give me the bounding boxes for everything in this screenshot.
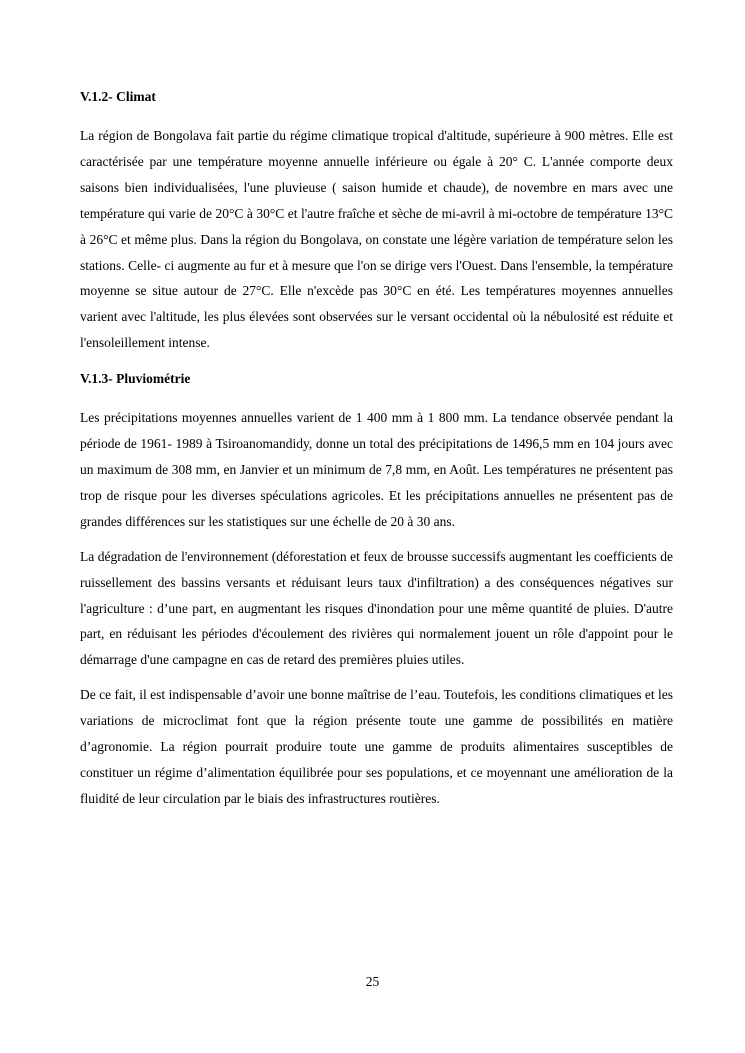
paragraph-precipitations: Les précipitations moyennes annuelles varient de 1 400 mm à 1 800 mm. La tendance observée pendant la période de 1961- 1989 à Tsiroanomandidy, donne un total des précipitations de 1496,5 mm en 104 jours avec un maximum de 308 mm, en Janvier et un minimum de 7,8 mm, en Août. Les températures ne présentent pas trop de risque pour les diverses spéculations agricoles. Et les précipitations annuelles ne présentent pas de grandes différences sur les statistiques sur une échelle de 20 à 30 ans.	[80, 410, 673, 529]
paragraph-maitrise-eau: De ce fait, il est indispensable d’avoir une bonne maîtrise de l’eau. Toutefois, les conditions climatiques et les variations de microclimat font que la région présente toute une gamme de possibilités en matière d’agronomie. La région pourrait produire toute une gamme de produits alimentaires susceptibles de constituer un régime d’alimentation équilibrée pour ses populations, et ce moyennant une amélioration de la fluidité de leur circulation par le biais des infrastructures routières.	[80, 687, 673, 806]
page-number: 25	[365, 974, 380, 989]
section-heading-pluviometrie: V.1.3- Pluviométrie	[80, 371, 191, 387]
section-heading-climat: V.1.2- Climat	[80, 89, 156, 104]
document-body	[80, 88, 673, 812]
paragraph-climat: La région de Bongolava fait partie du régime climatique tropical d'altitude, supérieure à 900 mètres. Elle est caractérisée par une température moyenne annuelle inférieure ou égale à 20° C. L'année comporte deux saisons bien individualisées, l'une pluvieuse ( saison humide et chaude), de novembre en mars avec une température qui varie de 20°C à 30°C et l'autre fraîche et sèche de mi-avril à mi-octobre de température 13°C à 26°C et même plus. Dans la région du Bongolava, on constate une légère variation de température selon les stations. Celle- ci augmente au fur et à mesure que l'on se dirige vers l'Ouest. Dans l'ensemble, la température moyenne se situe autour de 27°C. Elle n'excède pas 30°C en été. Les températures moyennes annuelles varient avec l'altitude, les plus élevées sont observées sur le versant occidental où la nébulosité est réduite et l'ensoleillement intense.	[80, 128, 673, 351]
paragraph-degradation: La dégradation de l'environnement (déforestation et feux de brousse successifs augmentant les coefficients de ruissellement des bassins versants et réduisant leurs taux d'infiltration) a des conséquences négatives sur l'agriculture : d’une part, en augmentant les risques d'inondation pour une même quantité de pluies. D'autre part, en réduisant les périodes d'écoulement des rivières qui normalement jouent un rôle d'appoint pour le démarrage d'une campagne en cas de retard des premières pluies utiles.	[80, 548, 673, 668]
